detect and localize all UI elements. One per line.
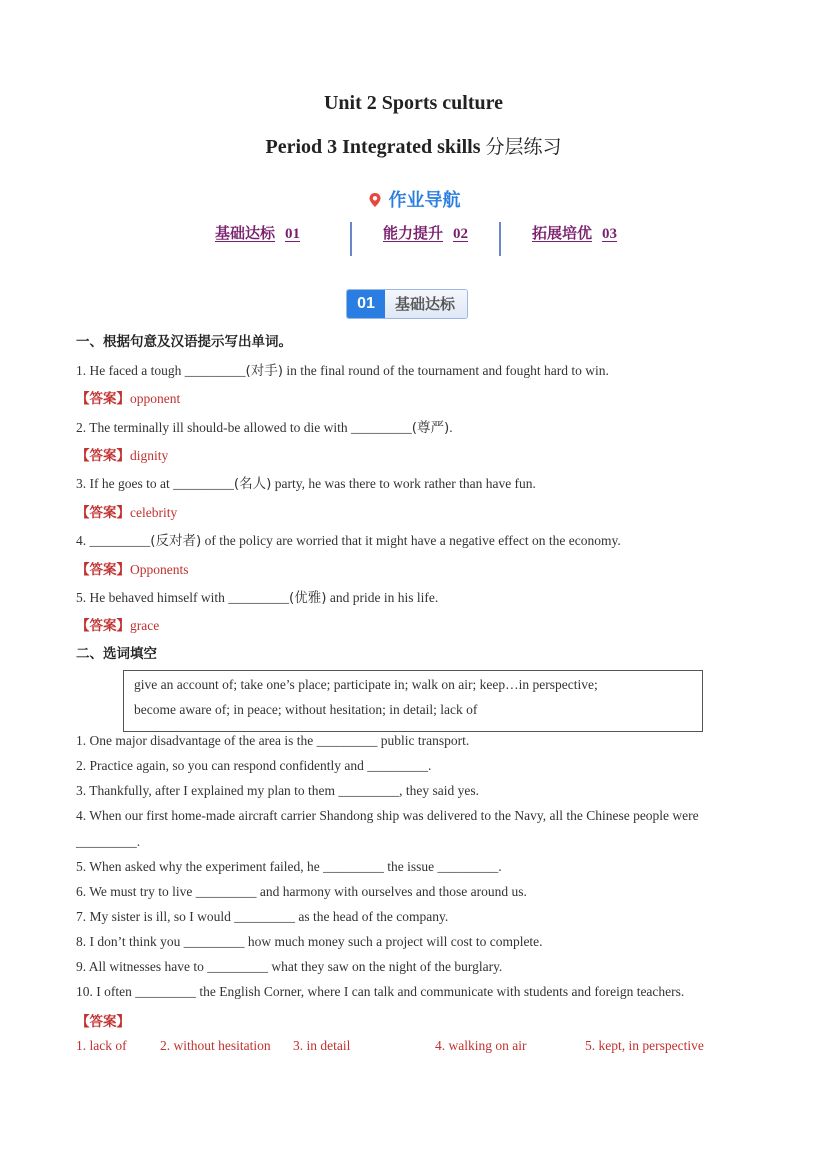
homework-nav-title: 作业导航 — [388, 190, 461, 211]
nav-divider — [499, 222, 501, 256]
fill-answer-5: 5. kept, in perspective — [585, 1038, 704, 1053]
nav-divider — [350, 222, 352, 256]
nav-item-basic[interactable] — [215, 222, 300, 256]
nav-item-label: 基础达标 — [215, 224, 276, 242]
page-subtitle — [0, 132, 827, 159]
fill-answer-3: 3. in detail — [293, 1038, 351, 1053]
question-1: 1. He faced a tough _________(对手) in the final round of the tournament and fought hard to win. — [76, 363, 609, 379]
question-3: 3. If he goes to at _________(名人) party, he was there to work rather than have fun. — [76, 476, 536, 492]
homework-nav-heading — [0, 186, 827, 212]
nav-item-ability[interactable] — [383, 222, 468, 256]
word-bank-line-1: give an account of; take one’s place; participate in; walk on air; keep…in perspective; — [134, 677, 598, 692]
fill-question-8: 8. I don’t think you _________ how much money such a project will cost to complete. — [76, 934, 543, 949]
fill-question-2: 2. Practice again, so you can respond confidently and _________. — [76, 758, 432, 773]
nav-item-num: 03 — [602, 226, 618, 242]
question-4: 4. _________(反对者) of the policy are worried that it might have a negative effect on the economy. — [76, 533, 621, 549]
subtitle-en: Period 3 Integrated skills — [265, 136, 481, 158]
fill-answer-1: 1. lack of — [76, 1038, 127, 1053]
nav-item-label: 能力提升 — [383, 224, 444, 242]
nav-item-num: 01 — [285, 226, 301, 242]
fill-question-9: 9. All witnesses have to _________ what they saw on the night of the burglary. — [76, 959, 503, 974]
word-bank-line-2: become aware of; in peace; without hesitation; in detail; lack of — [134, 702, 478, 717]
fill-question-4-cont: _________. — [76, 834, 141, 849]
page-title: Unit 2 Sports culture — [323, 92, 504, 114]
answer-3: 【答案】celebrity — [76, 505, 178, 521]
section2-answer-tag: 【答案】 — [76, 1014, 130, 1030]
subtitle-cn: 分层练习 — [485, 136, 562, 158]
location-pin-icon — [367, 192, 383, 208]
nav-item-extension[interactable] — [532, 222, 617, 256]
question-5: 5. He behaved himself with _________(优雅) and pride in his life. — [76, 590, 439, 606]
fill-question-4: 4. When our first home-made aircraft carrier Shandong ship was delivered to the Navy, all the Chinese people were — [76, 808, 699, 823]
answer-4: 【答案】Opponents — [76, 562, 189, 578]
fill-question-3: 3. Thankfully, after I explained my plan to them _________, they said yes. — [76, 783, 480, 798]
section2-heading: 二、选词填空 — [76, 646, 157, 662]
nav-item-label: 拓展培优 — [532, 224, 593, 242]
answer-2: 【答案】dignity — [76, 448, 169, 464]
fill-answer-2: 2. without hesitation — [160, 1038, 271, 1053]
fill-question-6: 6. We must try to live _________ and harmony with ourselves and those around us. — [76, 884, 527, 899]
question-2: 2. The terminally ill should-be allowed to die with _________(尊严). — [76, 420, 453, 436]
fill-question-7: 7. My sister is ill, so I would _________ as the head of the company. — [76, 909, 449, 924]
answer-1: 【答案】opponent — [76, 391, 181, 407]
section-badge-num: 01 — [347, 290, 385, 318]
fill-question-10: 10. I often _________ the English Corner, where I can talk and communicate with students and foreign teachers. — [76, 984, 685, 999]
fill-question-1: 1. One major disadvantage of the area is the _________ public transport. — [76, 733, 470, 748]
section-badge — [346, 289, 468, 319]
word-bank-box — [123, 670, 703, 732]
fill-answer-4: 4. walking on air — [435, 1038, 527, 1053]
answer-5: 【答案】grace — [76, 618, 160, 634]
section1-heading: 一、根据句意及汉语提示写出单词。 — [76, 334, 292, 350]
fill-question-5: 5. When asked why the experiment failed, he _________ the issue _________. — [76, 859, 502, 874]
section-badge-label: 基础达标 — [385, 290, 467, 318]
nav-item-num: 02 — [453, 226, 469, 242]
